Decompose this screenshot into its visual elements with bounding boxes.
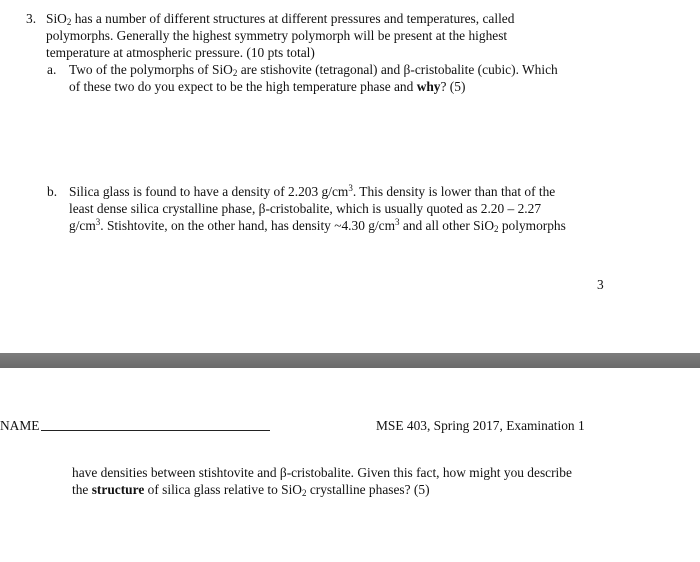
part-a-line-2: of these two do you expect to be the high temperature phase and why? (5) [69, 79, 466, 94]
part-a-prompt [69, 61, 669, 95]
question-3-line-1: SiO$_2$ has a number of different structures at different pressures and temperatures, called [46, 11, 515, 27]
question-3-line-2: polymorphs. Generally the highest symmetry polymorph will be present at the highest [46, 28, 508, 43]
question-number: 3. [26, 11, 37, 26]
name-label: NAME [0, 418, 40, 433]
part-b-letter: b. [47, 184, 58, 199]
part-b-line-2: least dense silica crystalline phase, β-cristobalite, which is usually quoted as 2.20 – 2.27 [69, 201, 542, 216]
page-number: 3 [597, 277, 604, 292]
part-b-prompt [69, 183, 689, 234]
part-a-letter: a. [47, 62, 57, 77]
part-b-line-1: Silica glass is found to have a density of 2.203 $g/cm^3$. This density is lower than that of the [69, 183, 556, 199]
name-blank-line [41, 430, 270, 431]
part-b-continued-line-2: the structure of silica glass relative to SiO$_2$ crystalline phases? (5) [72, 482, 430, 498]
question-3-line-3: temperature at atmospheric pressure. (10 pts total) [46, 45, 315, 60]
page-divider [0, 353, 700, 368]
part-b-line-3: $g/cm^3$. Stishtovite, on the other hand, has density ~4.30 $g/cm^3$ and all other SiO$_2$ polymorphs [69, 217, 566, 234]
part-a-line-1: Two of the polymorphs of SiO$_2$ are stishovite (tetragonal) and β-cristobalite (cubic). Which [69, 62, 558, 78]
question-3-prompt [46, 10, 646, 61]
course-header: MSE 403, Spring 2017, Examination 1 [376, 418, 585, 433]
part-b-continued [72, 464, 672, 498]
part-b-continued-line-1: have densities between stishtovite and β-cristobalite. Given this fact, how might you describe [72, 465, 572, 480]
